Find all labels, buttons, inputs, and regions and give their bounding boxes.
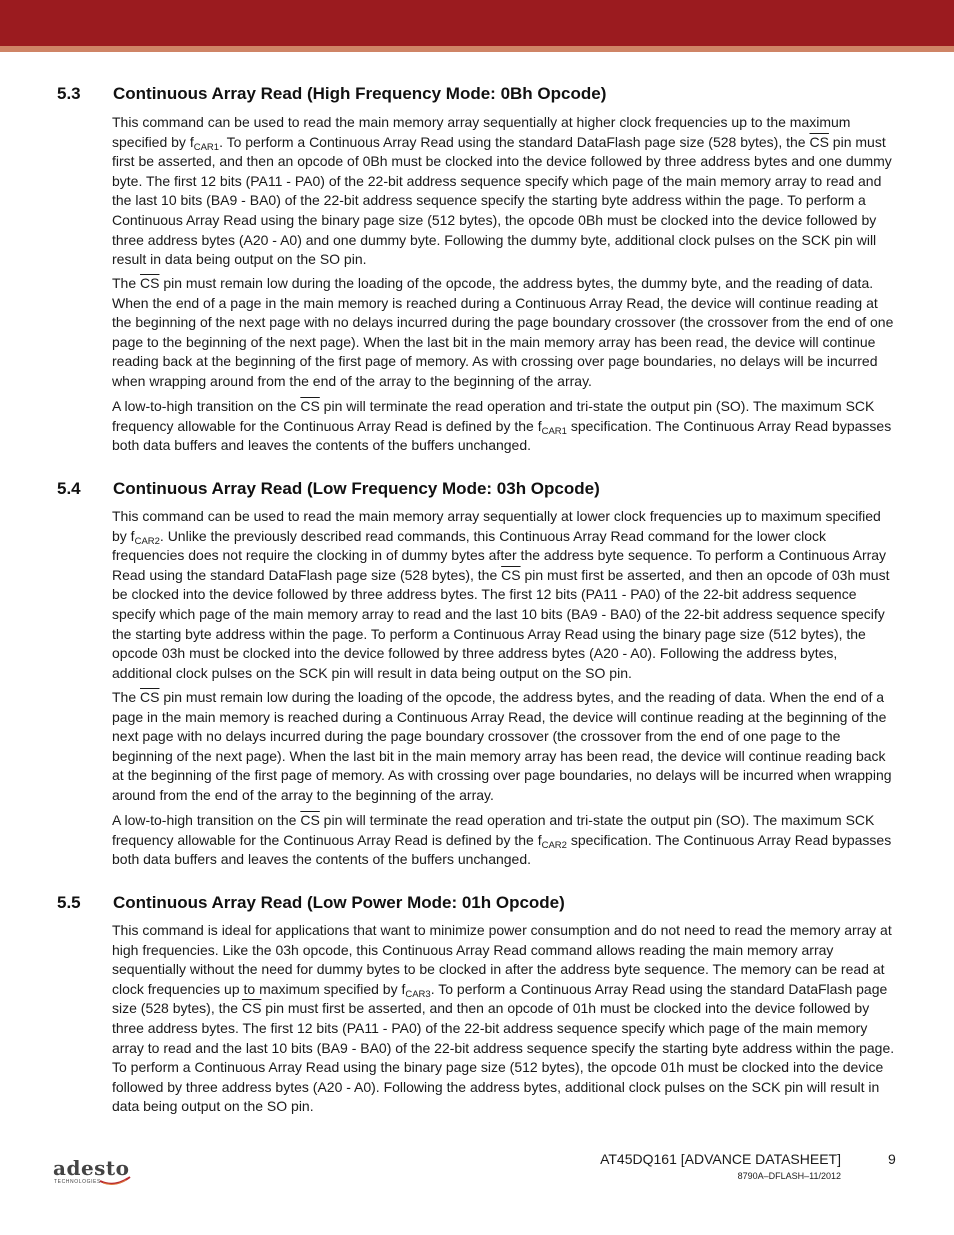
section-heading-5-4 [57,479,600,499]
section-title: Continuous Array Read (Low Power Mode: 01h Opcode) [113,893,565,912]
logo-swoosh-icon [99,1174,131,1186]
subscript: CAR3 [405,988,431,1000]
text-run: pin must remain low during the loading of the opcode, the address bytes, the dummy byte, and the reading of data. When the end of a page in the main memory is reached during a Continuous Array Read, the device will continue reading at the beginning of the next page with no delays incurred during the page boundary crossover (the crossover from the end of one page to the beginning of the next page). When the last bit in the main memory array has been read, the device will continue reading back at the beginning of the first page of memory. As with crossing over page boundaries, no delays will be incurred when wrapping around from the end of the array to the beginning of the array. [112,275,894,389]
header-band [0,0,954,46]
text-run: pin will terminate the read operation and tri-state the output pin (SO). The maximum SCK frequency allowable for the Continuous Array Read is defined by the f [112,398,875,434]
text-run: pin must first be asserted, and then an opcode of 03h must be clocked into the device followed by three address bytes. The first 12 bits (PA11 - PA0) of the 22-bit address sequence specify which page of the main memory array to read and the last 10 bits (BA9 - BA0) of the 22-bit address sequence specify the starting byte address within the page. To perform a Continuous Array Read using the binary page size (512 bytes), the opcode 03h must be clocked into the device followed by three address bytes (A20 - A0). Following the address bytes, additional clock pulses on the SCK pin will result in data being output on the SO pin. [112,566,890,681]
text-run: A low-to-high transition on the [112,398,301,414]
text-run: . Unlike the previously described read commands, this Continuous Array Read command for the lower clock frequencies does not require the clocking in of dummy bytes after the address byte sequence. To perform a Continuous Array Read using the standard DataFlash page size (528 bytes), the [112,527,887,583]
cs-signal: $\overline{CS}$ [241,1000,262,1017]
text-run: This command is ideal for applications that want to minimize power consumption and do not need to read the memory array at high frequencies. Like the 03h opcode, this Continuous Array Read command allows reading the main memory array sequentially without the need for dummy bytes to be clocked in after the address byte sequence. The memory can be read at clock frequencies up to maximum specified by f [112,922,892,997]
text-run: The [112,275,141,291]
paragraph [112,274,898,392]
text-run: This command can be used to read the main memory array sequentially at lower clock frequencies up to maximum specified by f [112,508,881,544]
section-heading-5-5 [57,893,565,913]
document-code: 8790A–DFLASH–11/2012 [737,1171,841,1181]
text-run: A low-to-high transition on the [112,812,301,828]
cs-signal: $\overline{CS}$ [300,398,320,414]
header-stripe [0,46,954,52]
logo-subtext: TECHNOLOGIES [54,1179,101,1185]
text-run: . To perform a Continuous Array Read using the standard DataFlash page size (528 bytes), the [219,133,810,150]
text-run: pin will terminate the read operation and tri-state the output pin (SO). The maximum SCK frequency allowable for the Continuous Array Read is defined by the f [112,812,875,848]
text-run: pin must first be asserted, and then an opcode of 01h must be clocked into the device followed by three address bytes. The first 12 bits (PA11 - PA0) of the 22-bit address sequence specify which page of the main memory array to read and the last 10 bits (BA9 - BA0) of the 22-bit address sequence specify the starting byte address within the page. To perform a Continuous Array Read using the binary page size (512 bytes), the opcode 01h must be clocked into the device followed by three address bytes (A20 - A0). Following the address bytes, additional clock pulses on the SCK pin will result in data being output on the SO pin. [112,1000,895,1115]
paragraph [112,397,898,456]
text-run: specification. The Continuous Array Read bypasses both data buffers and leaves the contents of the buffers unchanged. [112,831,892,868]
cs-signal: $\overline{CS}$ [809,133,829,150]
subscript: CAR2 [541,839,567,851]
text-run: . To perform a Continuous Array Read using the standard DataFlash page size (528 bytes), the [112,980,888,1017]
text-run: This command can be used to read the main memory array sequentially at higher clock frequencies up to the maximum specified by f [112,114,851,150]
logo-text: adesto [53,1156,130,1180]
section-number: 5.3 [57,84,81,103]
paragraph [112,113,898,270]
subscript: CAR1 [193,141,220,153]
cs-signal: $\overline{CS}$ [140,689,160,705]
subscript: CAR1 [541,425,567,437]
subscript: CAR2 [134,535,160,547]
text-run: pin must remain low during the loading of the opcode, the address bytes, and the reading of data. When the end of a page in the main memory is reached during a Continuous Array Read, the device will continue reading at the beginning of the next page with no delays incurred during the page boundary crossover (the crossover from the end of one page to the beginning of the next page). When the last bit in the main memory array has been read, the device will continue reading back at the beginning of the first page of memory. As with crossing over page boundaries, no delays will be incurred when wrapping around from the end of the array to the beginning of the array. [112,689,892,803]
section-heading-5-3 [57,84,606,104]
section-number: 5.4 [57,479,81,498]
section-title: Continuous Array Read (High Frequency Mode: 0Bh Opcode) [113,84,607,103]
section-title: Continuous Array Read (Low Frequency Mode: 03h Opcode) [113,479,600,498]
paragraph [112,507,898,683]
paragraph [112,921,898,1117]
page-number: 9 [888,1151,896,1167]
cs-signal: $\overline{CS}$ [300,812,320,828]
cs-signal: $\overline{CS}$ [140,275,160,291]
text-run: specification. The Continuous Array Read bypasses both data buffers and leaves the contents of the buffers unchanged. [112,417,892,454]
section-number: 5.5 [57,893,81,912]
text-run: The [112,689,141,705]
cs-signal: $\overline{CS}$ [501,566,521,583]
adesto-logo [53,1156,135,1190]
text-run: pin must first be asserted, and then an opcode of 0Bh must be clocked into the device followed by three address bytes and one dummy byte. The first 12 bits (PA11 - PA0) of the 22-bit address sequence specify which page of the main memory array to read and the last 10 bits (BA9 - BA0) of the 22-bit address sequence specify the starting byte address within the page. To perform a Continuous Array Read using the binary page size (512 bytes), the opcode 0Bh must be clocked into the device followed by three address bytes (A20 - A0) and one dummy byte. Following the dummy byte, additional clock pulses on the SCK pin will result in data being output on the SO pin. [112,133,892,268]
paragraph [112,688,898,806]
document-title: AT45DQ161 [ADVANCE DATASHEET] [600,1151,841,1167]
paragraph [112,811,898,870]
